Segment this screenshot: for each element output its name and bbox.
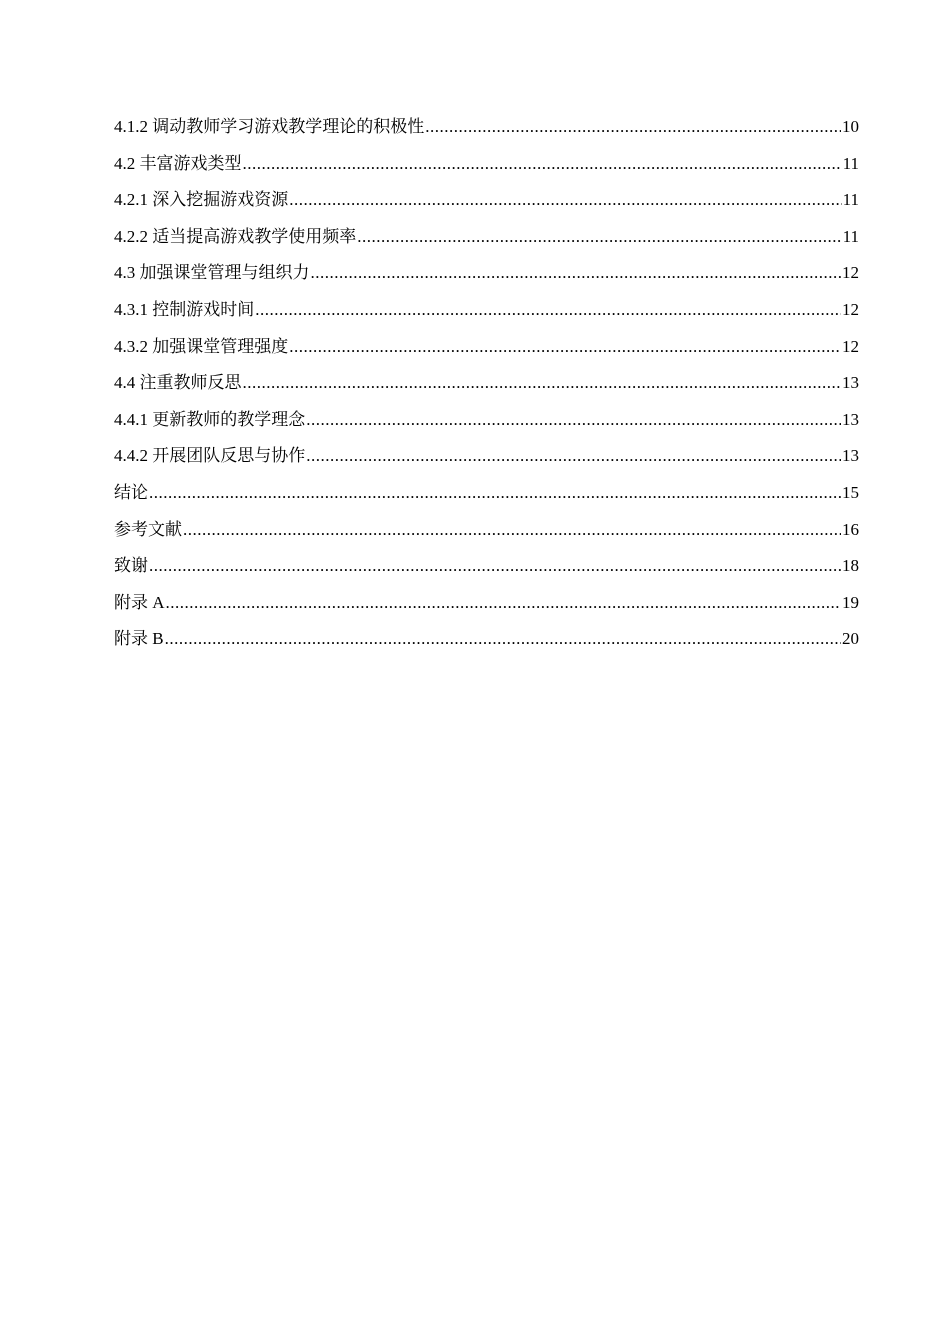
toc-entry-title: 4.1.2 调动教师学习游戏教学理论的积极性 (114, 117, 425, 136)
toc-entry[interactable] (114, 627, 859, 664)
dot-leader (165, 627, 841, 651)
dot-leader (149, 554, 841, 578)
dot-leader (183, 518, 841, 542)
toc-entry-title: 4.3.2 加强课堂管理强度 (114, 336, 289, 356)
toc-entry[interactable] (114, 481, 859, 518)
toc-entry[interactable] (114, 261, 859, 298)
toc-entry-page-number: 13 (842, 446, 859, 466)
toc-entry-title: 4.2.1 深入挖掘游戏资源 (114, 190, 289, 210)
toc-entry-title: 4.4.1 更新教师的教学理念 (114, 409, 306, 429)
toc-entry[interactable] (114, 518, 859, 555)
toc-entry-page-number: 15 (842, 482, 859, 502)
toc-entry-page-number: 12 (842, 336, 859, 356)
toc-entry[interactable] (114, 225, 859, 262)
toc-entry-page-number: 11 (842, 153, 859, 173)
dot-leader (243, 371, 842, 395)
toc-entry[interactable] (114, 554, 859, 591)
toc-entry[interactable] (114, 115, 859, 152)
toc-entry-page-number: 13 (842, 373, 859, 393)
toc-entry-page-number: 20 (842, 629, 859, 649)
toc-entry-page-number: 10 (842, 117, 859, 136)
toc-entry-title: 4.4.2 开展团队反思与协作 (114, 446, 306, 466)
toc-entry-page-number: 11 (842, 190, 859, 210)
toc-entry-title: 附录 B (114, 629, 164, 649)
dot-leader (357, 225, 841, 249)
toc-entry[interactable] (114, 591, 859, 628)
toc-entry-title: 4.2 丰富游戏类型 (114, 153, 242, 173)
toc-entry[interactable] (114, 152, 859, 189)
toc-entry-page-number: 19 (842, 592, 859, 612)
toc-entry[interactable] (114, 335, 859, 372)
toc-entry-page-number: 12 (842, 299, 859, 319)
toc-entry-page-number: 18 (842, 556, 859, 576)
dot-leader (255, 298, 841, 322)
toc-entry[interactable] (114, 408, 859, 445)
toc-entry[interactable] (114, 444, 859, 481)
toc-entry-title: 4.3.1 控制游戏时间 (114, 299, 255, 319)
dot-leader (166, 591, 841, 615)
dot-leader (311, 261, 842, 285)
toc-entry-page-number: 13 (842, 409, 859, 429)
toc-entry-title: 附录 A (114, 592, 165, 612)
dot-leader (289, 335, 841, 359)
dot-leader (425, 115, 841, 139)
dot-leader (306, 444, 841, 468)
toc-entry-title: 结论 (114, 482, 148, 502)
dot-leader (289, 188, 841, 212)
dot-leader (149, 481, 841, 505)
table-of-contents (114, 115, 859, 664)
toc-entry-page-number: 12 (842, 263, 859, 283)
toc-entry[interactable] (114, 371, 859, 408)
toc-entry-page-number: 11 (842, 226, 859, 246)
toc-entry-title: 致谢 (114, 556, 148, 576)
dot-leader (243, 152, 842, 176)
toc-entry-title: 参考文献 (114, 519, 182, 539)
toc-entry-page-number: 16 (842, 519, 859, 539)
dot-leader (306, 408, 841, 432)
toc-entry-title: 4.4 注重教师反思 (114, 373, 242, 393)
toc-entry-title: 4.3 加强课堂管理与组织力 (114, 263, 310, 283)
toc-entry-title: 4.2.2 适当提高游戏教学使用频率 (114, 226, 357, 246)
toc-entry[interactable] (114, 298, 859, 335)
toc-entry[interactable] (114, 188, 859, 225)
